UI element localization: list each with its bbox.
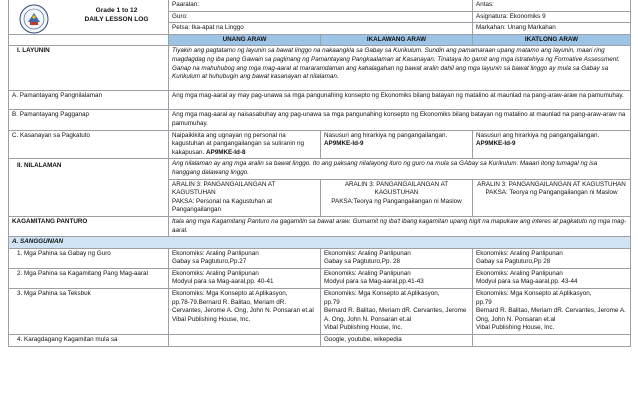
grade-range: Grade 1 to 12 (95, 7, 138, 14)
nilalaman-day1-aralin: ARALIN 3: PANGANGAILANGAN AT KAGUSTUHAN (172, 180, 276, 197)
paaralan-field: Paaralan: (169, 0, 473, 11)
kasanayan-day1 (169, 130, 321, 159)
sanggunian-2-day3: Ekonomiks: Araling Panlipunan Modyul para sa Mag-aaral,pp. 43-44 (473, 268, 631, 288)
markahan-field: Markahan: Unang Markahan (473, 23, 631, 35)
sanggunian-3-day3: Ekonomiks: Mga Konsepto at Aplikasyon, pp.79 Bernard R. Balitao, Meriam dR. Cervantes, Jerome A. Ong, John N. Ponsaran et.al Vibal Publishing House, Inc. (473, 289, 631, 335)
deped-seal-icon (19, 4, 49, 34)
pangnilalaman-label: A. Pamantayang Pangnilalaman (9, 91, 169, 110)
sanggunian-label-3: 3. Mga Pahina sa Teksbuk (9, 289, 169, 335)
sanggunian-2-day2: Ekonomiks: Araling Panlipunan Modyul para sa Mag-aaral,pp.41-43 (321, 268, 473, 288)
nilalaman-day1-paksa: PAKSA: Personal na Kagustuhan at Pangangailangan (172, 197, 272, 214)
lesson-log-table (8, 0, 631, 347)
header-logo-cell (9, 0, 169, 34)
day-heading-3: IKATLONG ARAW (473, 34, 631, 46)
sanggunian-1-day1: Ekonomiks: Araling Panlipunan Gabay sa Pagtuturo,Pp.27 (169, 248, 321, 268)
asignatura-field: Asignatura: Ekonomiks 9 (473, 11, 631, 23)
kagamitang-label: KAGAMITANG PANTURO (9, 216, 169, 236)
pagganap-text: Ang mga mag-aaral ay naisasabuhay ang pag-unawa sa mga pangunahing konsepto ng Ekonomiks bilang batayan ng matalino at maunlad na pang-araw-araw na pamumuhay. (169, 110, 631, 130)
sanggunian-4-day2: Google, youtube, wikepedia (321, 335, 473, 347)
nilalaman-day2 (321, 179, 473, 216)
sanggunian-heading: A. SANGGUNIAN (9, 237, 631, 249)
nilalaman-day2-paksa: PAKSA:Teorya ng Pangangailangan ni Maslow (331, 197, 462, 205)
sanggunian-3-day1: Ekonomiks: Mga Konsepto at Aplikasyon, pp.78-79.Bernard R. Balitao, Meriam dR. Cervantes, Jerome A. Ong, John N. Ponsaran et.al Vibal Publishing House, Inc. (169, 289, 321, 335)
nilalaman-day3-paksa: PAKSA: Teorya ng Pangangailangan ni Maslow (485, 189, 618, 197)
sanggunian-label-1: 1. Mga Pahina sa Gabay ng Guro (9, 248, 169, 268)
sanggunian-4-day3 (473, 335, 631, 347)
layunin-label: I. LAYUNIN (9, 46, 169, 91)
kasanayan-day3 (473, 130, 631, 159)
kasanayan-day2-code: AP9MKE-Id-9 (324, 140, 364, 148)
nilalaman-day2-aralin: ARALIN 3: PANGANGAILANGAN AT KAGUSTUHAN (344, 180, 449, 197)
kasanayan-label: C. Kasanayan sa Pagkatuto (9, 130, 169, 159)
kasanayan-day2 (321, 130, 473, 159)
sanggunian-1-day3: Ekonomiks: Araling Panlipunan Gabay sa Pagtuturo,Pp 28 (473, 248, 631, 268)
nilalaman-day1 (169, 179, 321, 216)
kasanayan-day2-text: Nasusuri ang hirarkiya ng pangangailangan. (324, 131, 448, 139)
pangnilalaman-text: Ang mga mag-aaral ay may pag-unawa sa mga pangunahing konsepto ng Ekonomiks bilang batayan ng matalino at maunlad na pang-araw-araw na pamumuhay. (169, 91, 631, 110)
nilalaman-day3 (473, 179, 631, 216)
nilalaman-text: Ang nilalaman ay ang mga aralin sa bawat linggo. Ito ang paksang nilalayong ituro ng guro na mula sa GAbay sa Kurikulum. Maaari itong tumagal ng isa hanggang dalawang linggo. (169, 159, 631, 179)
sanggunian-label-4: 4. Karagdagang Kagamitan mula sa (9, 335, 169, 347)
sanggunian-4-day1 (169, 335, 321, 347)
sanggunian-2-day1: Ekonomiks: Araling Panlipunan Modyul para sa Mag-aaral,pp. 40-41 (169, 268, 321, 288)
nilalaman-label: II. NILALAMAN (9, 159, 169, 217)
petsa-field: Petsa: Ika-apat na Linggo (169, 23, 473, 35)
day-heading-blank (9, 34, 169, 46)
kasanayan-day3-code: AP9MKE-Id-9 (476, 140, 516, 148)
antas-field: Antas: (473, 0, 631, 11)
kasanayan-day3-text: Nasusuri ang hirarkiya ng pangangailangan. (476, 131, 600, 139)
sanggunian-label-2: 2. Mga Pahina sa Kagamitang Pang Mag-aaral (9, 268, 169, 288)
day-heading-1: UNANG ARAW (169, 34, 321, 46)
day-heading-2: IKALAWANG ARAW (321, 34, 473, 46)
kagamitang-text: Itala ang mga Kagamitang Panturo na gagamitin sa bawat araw. Gumamit ng iba't ibang kagamitan upang higit na mapukaw ang interes at pagkatuto ng mga mag-aaral. (169, 216, 631, 236)
pagganap-label: B. Pamantayang Pagganap (9, 110, 169, 130)
daily-lesson-log-title: DAILY LESSON LOG (84, 16, 149, 23)
nilalaman-day3-aralin: ARALIN 3: PANGANGAILANGAN AT KAGUSTUHAN (477, 180, 626, 188)
guro-field: Guro: (169, 11, 473, 23)
sanggunian-1-day2: Ekonomiks: Araling Panlipunan Gabay sa Pagtuturo,Pp. 28 (321, 248, 473, 268)
layunin-text: Tiyakin ang pagtatamo ng layunin sa bawat linggo na nakaangkla sa Gabay sa Kurikulum. Sundin ang pamamaraan upang matamo ang layunin, maari ring magdagdag ng iba pang Gawain sa paglinang ng Pamantayang Pangkaalaman at Kasanayan. Tinataya ito gamit ang mga istratehiya ng Formative Assessment. Ganap na mahuhubog ang mga mag-aaral at mararamdaman ang kahalagahan ng bawat aralin dahil ang mga layunin sa bawat linggo ay mula sa Gabay sa Kurikulum at huhubugin ang bawat kasanayan at nilalaman. (169, 46, 631, 91)
kasanayan-day1-code: AP9MKE-Id-8 (205, 148, 246, 156)
kasanayan-day1-text: Naipaikikita ang ugnayan ng personal na kagustuhan at pangangailangan sa suliranin ng kakapusan. (172, 131, 304, 156)
sanggunian-3-day2: Ekonomiks: Mga Konsepto at Aplikasyon, pp.79 Bernard R. Balitao, Meriam dR. Cervantes, Jerome A. Ong, John N. Ponsaran et.al Vibal Publishing House, Inc. (321, 289, 473, 335)
